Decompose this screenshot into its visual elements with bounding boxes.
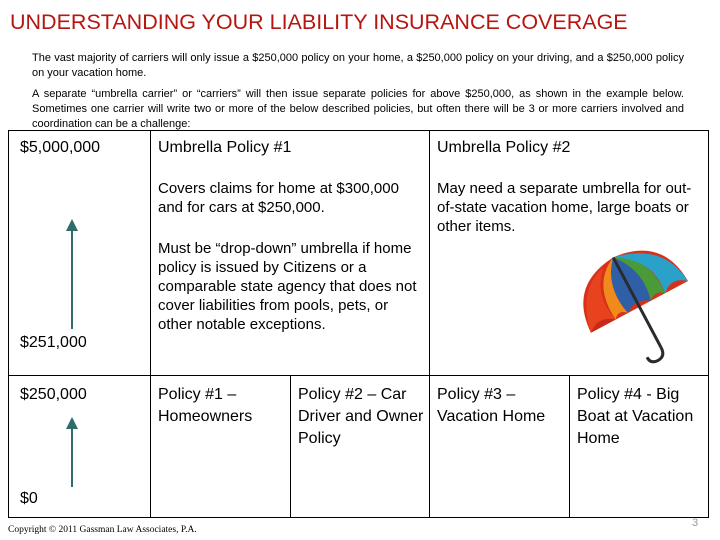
- policy-1: Policy #1 – Homeowners: [158, 386, 253, 425]
- up-arrow-icon: [63, 417, 81, 487]
- row-divider: [9, 375, 708, 376]
- umbrella1-desc: Covers claims for home at $300,000 and for cars at $250,000.: [158, 180, 399, 216]
- umbrella2-desc: May need a separate umbrella for out-of-state vacation home, large boats or other items.: [437, 180, 692, 235]
- col-divider-2: [429, 131, 430, 518]
- policy-4: Policy #4 - Big Boat at Vacation Home: [577, 386, 694, 447]
- intro-paragraph: The vast majority of carriers will only issue a $250,000 policy on your home, a $250,000 policy on your driving, and a $250,000 policy on your vacation home.: [32, 52, 684, 79]
- col-divider-1: [150, 131, 151, 518]
- carrier-paragraph: A separate “umbrella carrier” or “carriers” will then issue separate policies for above $250,000, as shown in the example below. Sometimes one carrier will write two or more of the below described policies, but often there will be 3 or more carriers involved and coordination can be a challenge:: [32, 88, 684, 130]
- up-arrow-icon: [63, 219, 81, 329]
- umbrella-icon: [578, 245, 700, 367]
- base-amount: $250,000: [20, 386, 87, 403]
- top-amount: $5,000,000: [20, 139, 101, 156]
- mid-amount: $251,000: [20, 334, 87, 351]
- umbrella2-title: Umbrella Policy #2: [437, 139, 571, 156]
- policy-2: Policy #2 – Car Driver and Owner Policy: [298, 386, 424, 447]
- page-number: 3: [692, 517, 699, 529]
- col-divider-4: [569, 375, 570, 518]
- umbrella1-note: Must be “drop-down” umbrella if home policy is issued by Citizens or a comparable state agency that does not cover liabilities from pools, pets, or other notable exceptions.: [158, 240, 417, 333]
- copyright-notice: Copyright © 2011 Gassman Law Associates, P.A.: [8, 525, 197, 535]
- policy-3: Policy #3 – Vacation Home: [437, 386, 546, 425]
- zero-amount: $0: [20, 490, 38, 507]
- col-divider-3: [290, 375, 291, 518]
- slide-title: UNDERSTANDING YOUR LIABILITY INSURANCE COVERAGE: [10, 10, 628, 34]
- umbrella1-title: Umbrella Policy #1: [158, 139, 292, 156]
